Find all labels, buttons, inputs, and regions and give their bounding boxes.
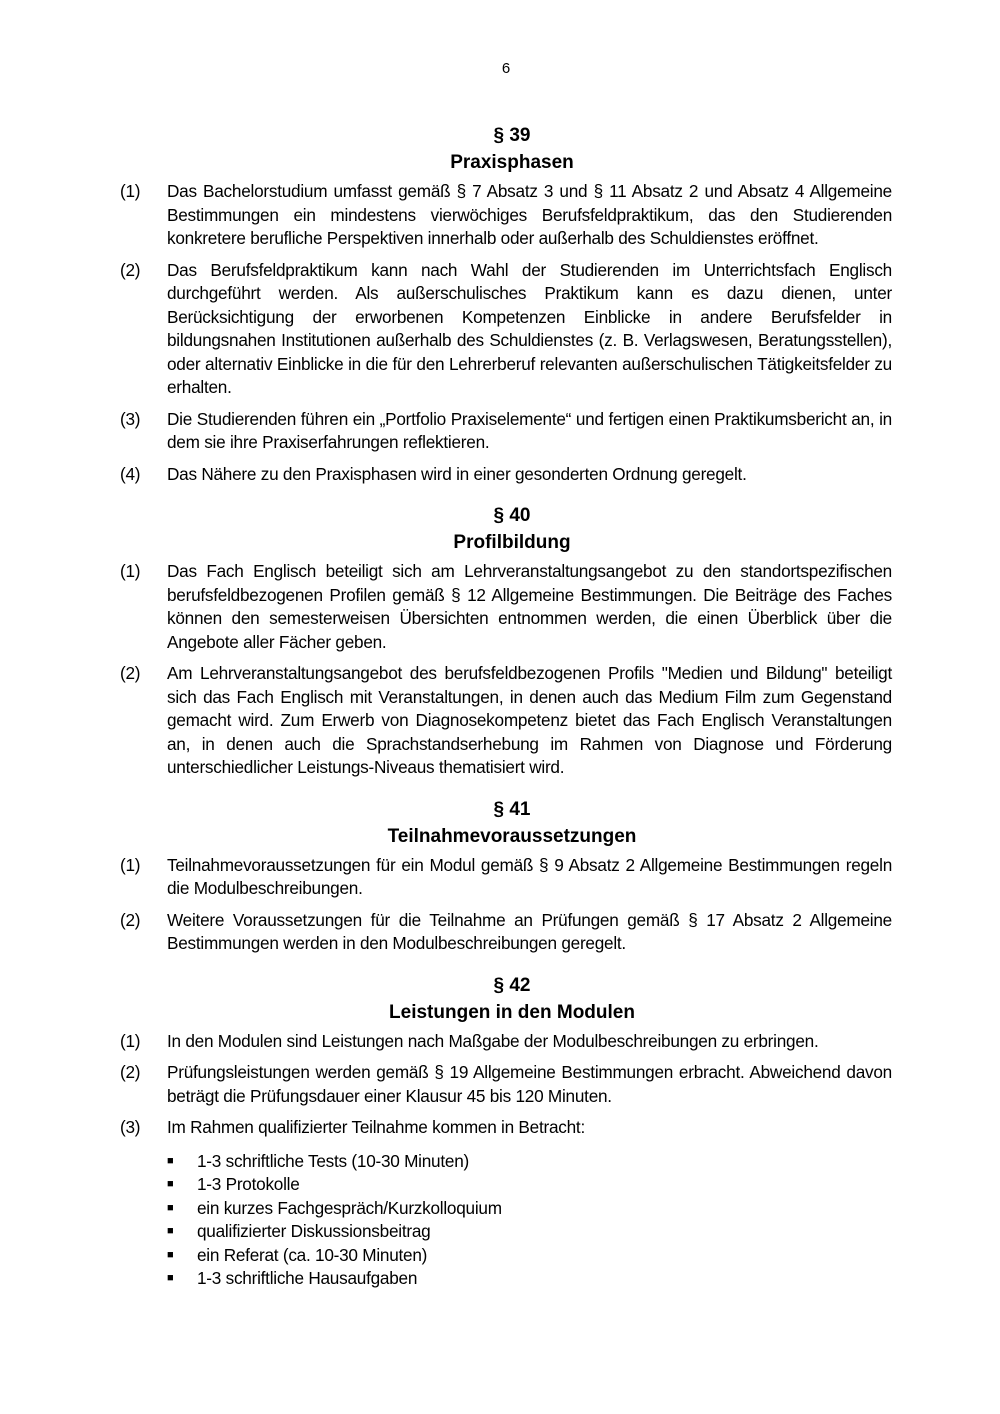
section-title: Leistungen in den Modulen [389, 1001, 635, 1023]
paragraph-text: Teilnahmevoraussetzungen für ein Modul gemäß § 9 Absatz 2 Allgemeine Bestimmungen regeln die Modulbeschreibungen. [167, 854, 892, 898]
paragraph-number: (2) [120, 663, 141, 683]
paragraph-text: Das Nähere zu den Praxisphasen wird in einer gesonderten Ordnung geregelt. [167, 463, 747, 484]
square-bullet-icon: ■ [167, 1154, 174, 1167]
list-item [167, 1267, 892, 1291]
list-item-text: ein kurzes Fachgespräch/Kurzkolloquium [197, 1197, 502, 1218]
square-bullet-icon: ■ [167, 1225, 174, 1238]
section-number: § 39 [493, 125, 531, 146]
square-bullet-icon: ■ [167, 1272, 174, 1285]
paragraph-number: (1) [120, 854, 141, 875]
list-item [167, 1173, 892, 1197]
section-title: Profilbildung [453, 532, 571, 553]
list-item-text: 1-3 Protokolle [197, 1174, 300, 1195]
paragraph [120, 909, 892, 956]
paragraph [120, 180, 892, 251]
section-title: Praxisphasen [450, 152, 574, 173]
paragraph [120, 662, 892, 780]
section-number: § 40 [493, 505, 531, 526]
paragraph [120, 1030, 892, 1054]
paragraph [120, 1061, 892, 1108]
list-item-text: 1-3 schriftliche Tests (10-30 Minuten) [197, 1150, 469, 1171]
paragraph-number: (2) [120, 1062, 141, 1082]
paragraph-text: Die Studierenden führen ein „Portfolio Praxiselemente“ und fertigen einen Praktikumsbericht an, in dem sie ihre Praxiserfahrungen reflektieren. [167, 408, 892, 452]
paragraph-text: Weitere Voraussetzungen für die Teilnahme an Prüfungen gemäß § 17 Absatz 2 Allgemeine Bestimmungen werden in den Modulbeschreibungen geregelt. [167, 909, 892, 953]
paragraph-text: In den Modulen sind Leistungen nach Maßgabe der Modulbeschreibungen zu erbringen. [167, 1030, 819, 1051]
paragraph [120, 259, 892, 400]
paragraph [120, 463, 892, 487]
paragraph [120, 854, 892, 901]
bullet-list [167, 1150, 892, 1292]
document-content [120, 122, 892, 1307]
paragraph-number: (1) [120, 181, 141, 201]
section-number: § 42 [493, 974, 531, 996]
paragraph [120, 560, 892, 654]
list-item-text: qualifizierter Diskussionsbeitrag [197, 1221, 431, 1242]
paragraph-text: Im Rahmen qualifizierter Teilnahme kommen in Betracht: [167, 1117, 585, 1137]
square-bullet-icon: ■ [167, 1178, 174, 1191]
square-bullet-icon: ■ [167, 1201, 174, 1214]
paragraph-number: (2) [120, 909, 141, 930]
paragraph-text: Das Bachelorstudium umfasst gemäß § 7 Absatz 3 und § 11 Absatz 2 und Absatz 4 Allgemeine Bestimmungen ein mindestens vierwöchiges Berufsfeldpraktikum, das den Studierenden konkretere berufliche Perspektiven innerhalb oder außerhalb des Schuldienstes eröffnet. [167, 181, 892, 248]
paragraph-number: (1) [120, 1030, 141, 1051]
section [120, 796, 892, 956]
list-item [167, 1220, 892, 1244]
square-bullet-icon: ■ [167, 1248, 174, 1261]
section [120, 972, 892, 1292]
list-item [167, 1244, 892, 1268]
section-title: Teilnahmevoraussetzungen [387, 825, 637, 847]
list-item [167, 1197, 892, 1221]
section-number: § 41 [493, 798, 531, 820]
paragraph [120, 408, 892, 455]
list-item-text: 1-3 schriftliche Hausaufgaben [197, 1268, 418, 1289]
section [120, 122, 892, 486]
paragraph-number: (1) [120, 561, 141, 581]
paragraph-number: (2) [120, 259, 141, 280]
paragraph-number: (3) [120, 408, 141, 429]
paragraph-text: Das Fach Englisch beteiligt sich am Lehrveranstaltungsangebot zu den standortspezifischen berufsfeldbezogenen Profilen gemäß § 12 Allgemeine Bestimmungen. Die Beiträge des Faches können den semesterweisen Übersichten entnommen werden, die einen Überblick über die Angebote aller Fächer geben. [167, 561, 892, 652]
paragraph-number: (3) [120, 1117, 141, 1137]
page-number: 6 [501, 60, 511, 77]
paragraph-text: Am Lehrveranstaltungsangebot des berufsfeldbezogenen Profils "Medien und Bildung" beteiligt sich das Fach Englisch mit Veranstaltungen, in denen auch das Medium Film zum Gegenstand gemacht wird. Zum Erwerb von Diagnosekompetenz bietet das Fach Englisch Veranstaltungen an, in denen auch die Sprachstandserhebung im Rahmen von Diagnose und Förderung unterschiedlicher Leistungs-Niveaus thematisiert wird. [167, 663, 892, 777]
paragraph-number: (4) [120, 463, 141, 484]
section [120, 502, 892, 780]
paragraph [120, 1116, 892, 1140]
paragraph-text: Prüfungsleistungen werden gemäß § 19 Allgemeine Bestimmungen erbracht. Abweichend davon beträgt die Prüfungsdauer einer Klausur 45 bis 120 Minuten. [167, 1062, 892, 1106]
list-item-text: ein Referat (ca. 10-30 Minuten) [197, 1244, 428, 1265]
paragraph-text: Das Berufsfeldpraktikum kann nach Wahl der Studierenden im Unterrichtsfach Englisch durchgeführt werden. Als außerschulisches Praktikum kann es dazu dienen, unter Berücksichtigung der erworbenen Kompetenzen Einblicke in andere Berufsfelder in bildungsnahen Institutionen außerhalb des Schuldienstes (z. B. Verlagswesen, Beratungsstellen), oder alternativ Einblicke in die für den Lehrerberuf relevanten außerschulischen Tätigkeitsfelder zu erhalten. [167, 259, 892, 397]
list-item [167, 1150, 892, 1174]
